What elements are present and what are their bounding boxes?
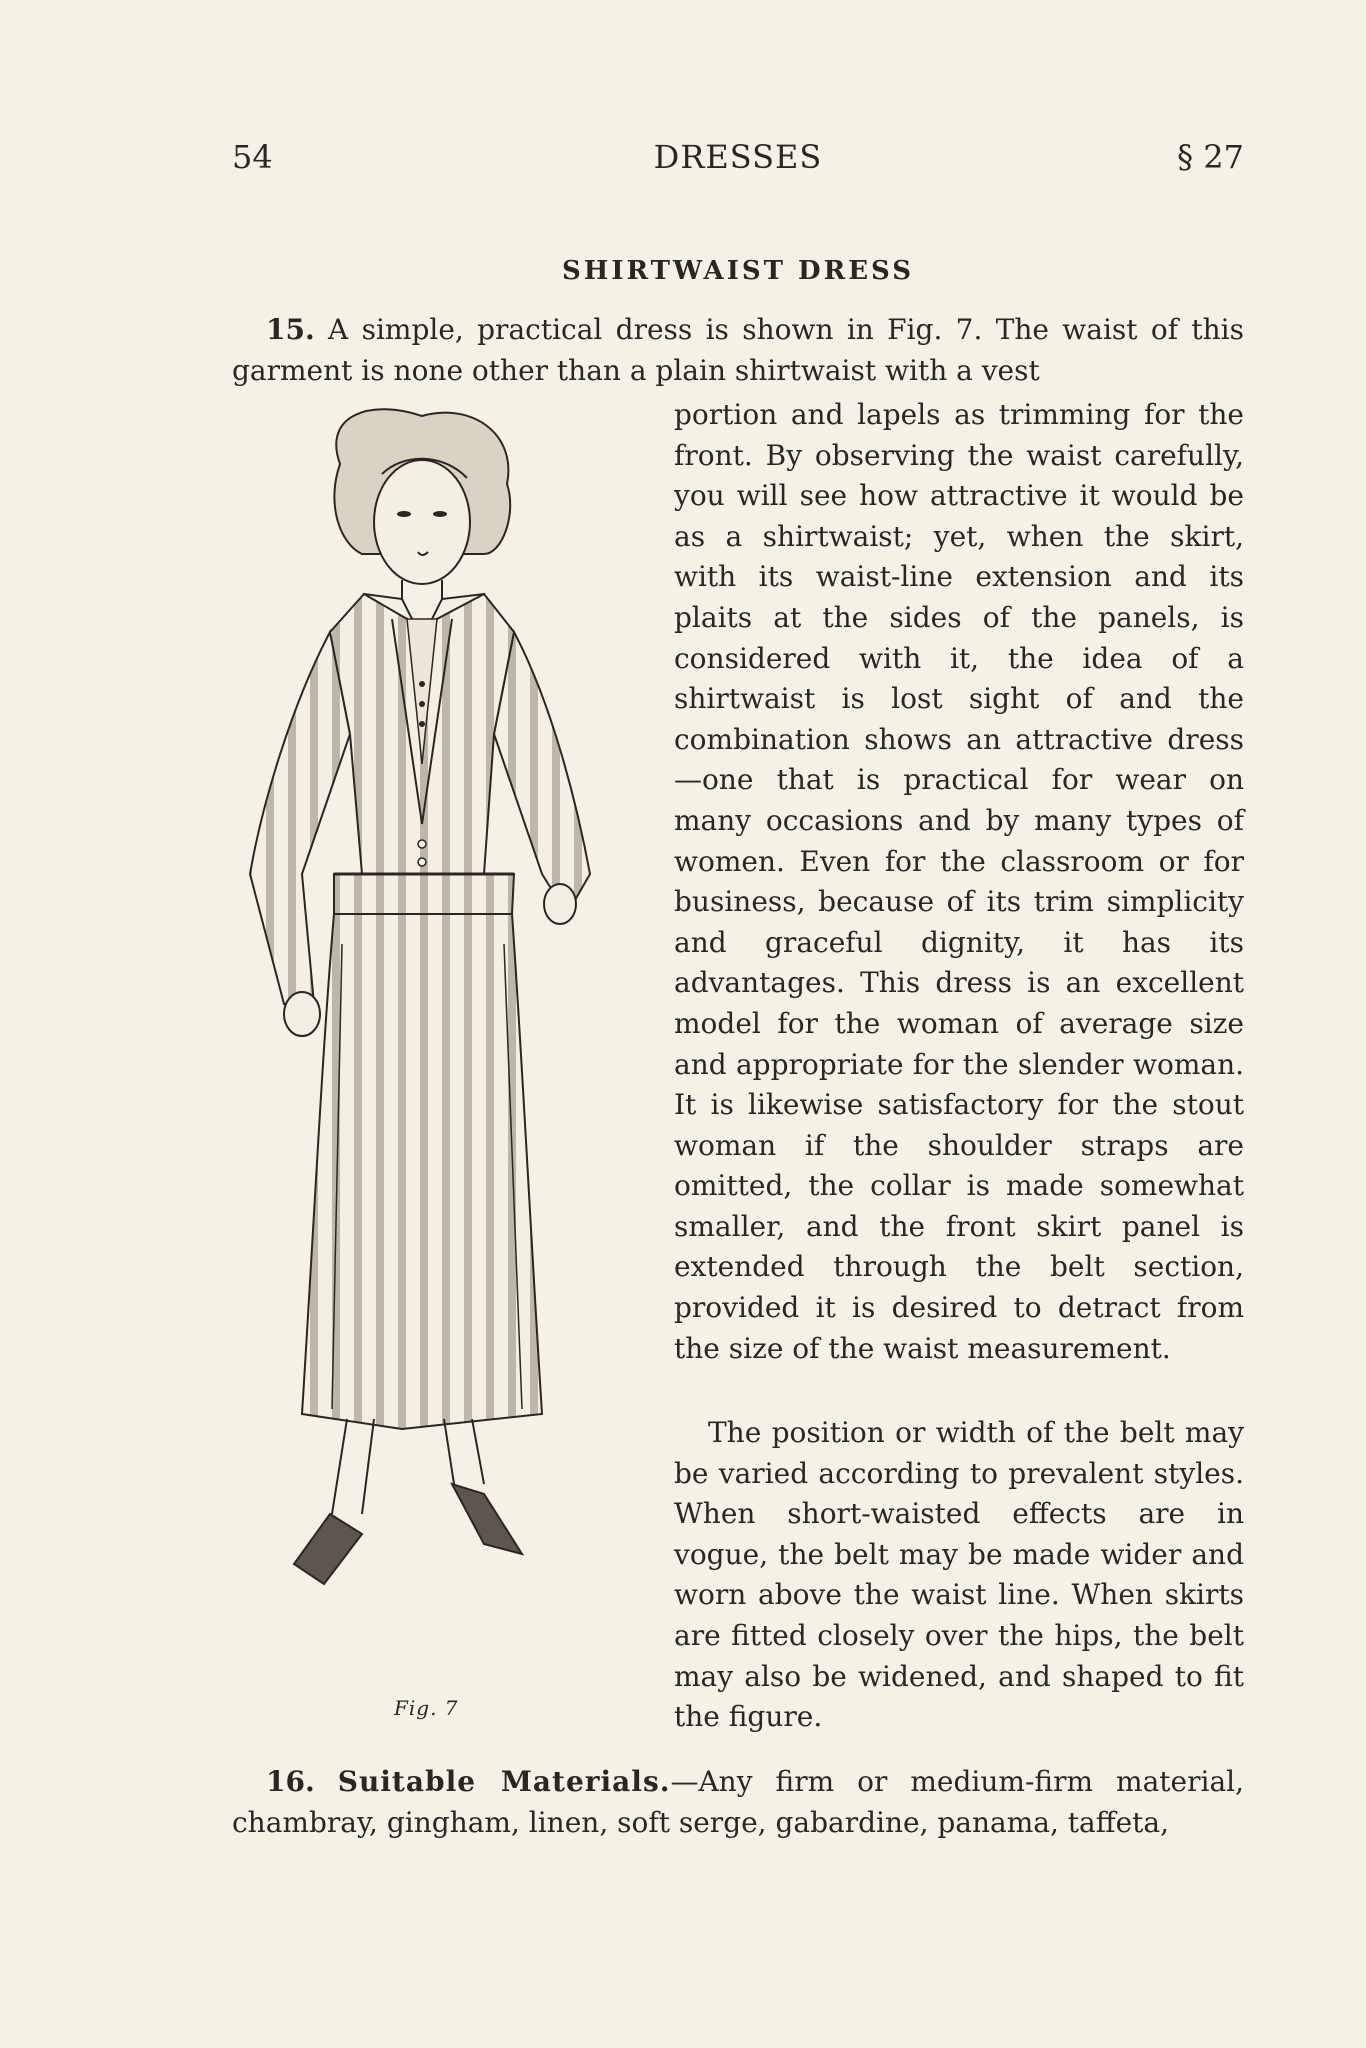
paragraph-15-column bbox=[674, 395, 1244, 1369]
fig-7-illustration bbox=[222, 404, 652, 1714]
running-title: DRESSES bbox=[653, 138, 823, 176]
paragraph-16 bbox=[232, 1762, 1244, 1843]
paragraph-15-text: A simple, practical dress is shown in Fig. 7. The waist of this garment is none other than a plain shirtwaist with a vest bbox=[232, 313, 1244, 387]
paragraph-15-column-2-text: The position or width of the belt may be varied according to prevalent styles. When short-waisted effects are in vogue, the belt may be made wider and worn above the waist line. When skirts are fitted closely over the hips, the belt may also be widened, and shaped to fit the figure. bbox=[674, 1416, 1244, 1734]
figure-caption: Fig. 7 bbox=[394, 1696, 459, 1720]
paragraph-15-column-text: portion and lapels as trimming for the front. By observing the waist carefully, you will see how attractive it would be as a shirtwaist; yet, when the skirt, with its waist-line extension and its plaits at the sides of the panels, is considered with it, the idea of a shirtwaist is lost sight of and the combination shows an attractive dress —one that is practical for wear on many occasions and by many types of women. Even for the classroom or for business, because of its trim simplicity and graceful dignity, it has its advantages. This dress is an excellent model for the woman of average size and appropriate for the slender woman. It is likewise satisfactory for the stout woman if the shoulder straps are omitted, the collar is made somewhat smaller, and the front skirt panel is extended through the belt section, provided it is desired to detract from the size of the waist measurement. bbox=[674, 398, 1244, 1365]
paragraph-16-text: —Any firm or medium-firm material, chambray, gingham, linen, soft serge, gabardine, panama, taffeta, bbox=[232, 1765, 1244, 1839]
paragraph-15-column-2 bbox=[674, 1413, 1244, 1738]
paragraph-number-15: 15. bbox=[266, 313, 315, 346]
running-header bbox=[232, 138, 1244, 182]
paragraph-15-intro bbox=[232, 310, 1244, 391]
section-heading: SHIRTWAIST DRESS bbox=[561, 256, 914, 286]
shirtwaist-dress-drawing bbox=[222, 404, 652, 1714]
paragraph-number-16: 16. bbox=[266, 1765, 315, 1798]
page-number: 54 bbox=[232, 138, 273, 176]
paragraph-16-heading: Suitable Materials. bbox=[337, 1765, 671, 1798]
section-marker: § 27 bbox=[1177, 138, 1244, 176]
